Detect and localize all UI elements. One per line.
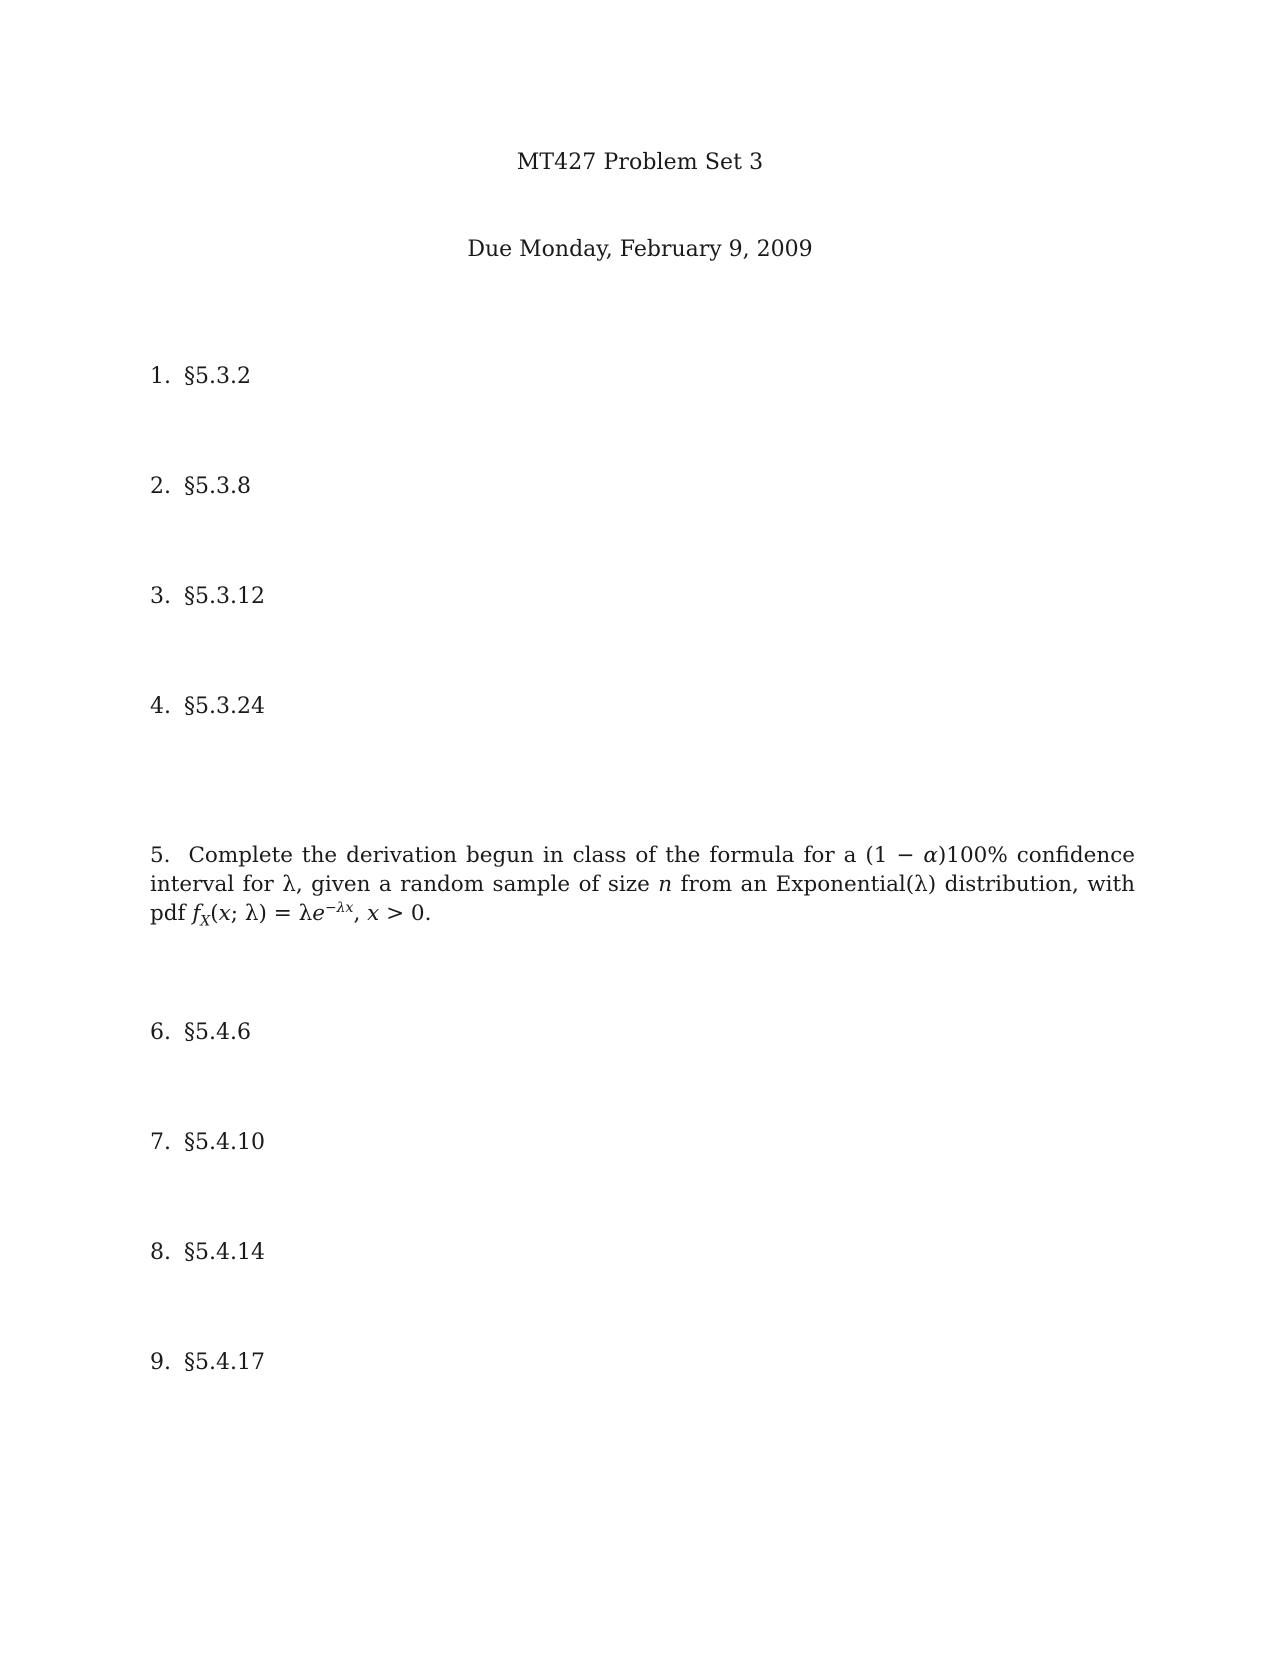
problem-reference: §5.3.24 xyxy=(184,694,265,719)
problem-reference: §5.4.6 xyxy=(184,1020,251,1045)
problem-item xyxy=(150,474,251,499)
problem-number: 1. xyxy=(150,364,171,389)
problem-reference: §5.4.10 xyxy=(184,1130,265,1155)
exp-exponent: −λx xyxy=(324,899,354,916)
problem-number: 4. xyxy=(150,694,171,719)
problem-item xyxy=(150,1350,265,1375)
x-variable: x xyxy=(218,901,231,926)
exp-base: e xyxy=(312,901,325,926)
problem-number: 6. xyxy=(150,1020,171,1045)
problem-5-part-5: ; λ) = λ xyxy=(230,901,313,926)
due-date: Due Monday, February 9, 2009 xyxy=(467,237,813,262)
problem-5-part-6: , xyxy=(353,901,368,926)
problem-number: 5. xyxy=(150,843,171,868)
problem-reference: §5.4.14 xyxy=(184,1240,265,1265)
pdf-subscript: X xyxy=(200,913,211,930)
problem-number: 2. xyxy=(150,474,171,499)
problem-reference: §5.3.12 xyxy=(184,584,265,609)
document-title: MT427 Problem Set 3 xyxy=(516,150,764,175)
alpha-symbol: α xyxy=(923,843,938,868)
sample-size-symbol: n xyxy=(658,872,673,897)
problem-item xyxy=(150,364,251,389)
problem-5-part-1: Complete the derivation begun in class of the formula for a (1 − xyxy=(188,843,924,868)
problem-item xyxy=(150,584,265,609)
problem-number: 8. xyxy=(150,1240,171,1265)
problem-number: 7. xyxy=(150,1130,171,1155)
problem-5-part-3: from an Exponential(λ) distribution, with pdf xyxy=(150,872,1135,926)
pdf-symbol: f xyxy=(192,901,201,926)
problem-5-text xyxy=(150,841,1135,928)
problem-item xyxy=(150,694,265,719)
problem-number: 9. xyxy=(150,1350,171,1375)
x-variable: x xyxy=(367,901,380,926)
problem-5-part-2: )100% confidence interval for λ, given a random sample of size xyxy=(150,843,1135,897)
problem-item xyxy=(150,1020,251,1045)
problem-5-part-4: ( xyxy=(210,901,219,926)
problem-reference: §5.3.8 xyxy=(184,474,251,499)
problem-number: 3. xyxy=(150,584,171,609)
problem-item xyxy=(150,1240,265,1265)
problem-5-part-7: > 0. xyxy=(379,901,432,926)
problem-reference: §5.4.17 xyxy=(184,1350,265,1375)
problem-reference: §5.3.2 xyxy=(184,364,251,389)
problem-item xyxy=(150,1130,265,1155)
